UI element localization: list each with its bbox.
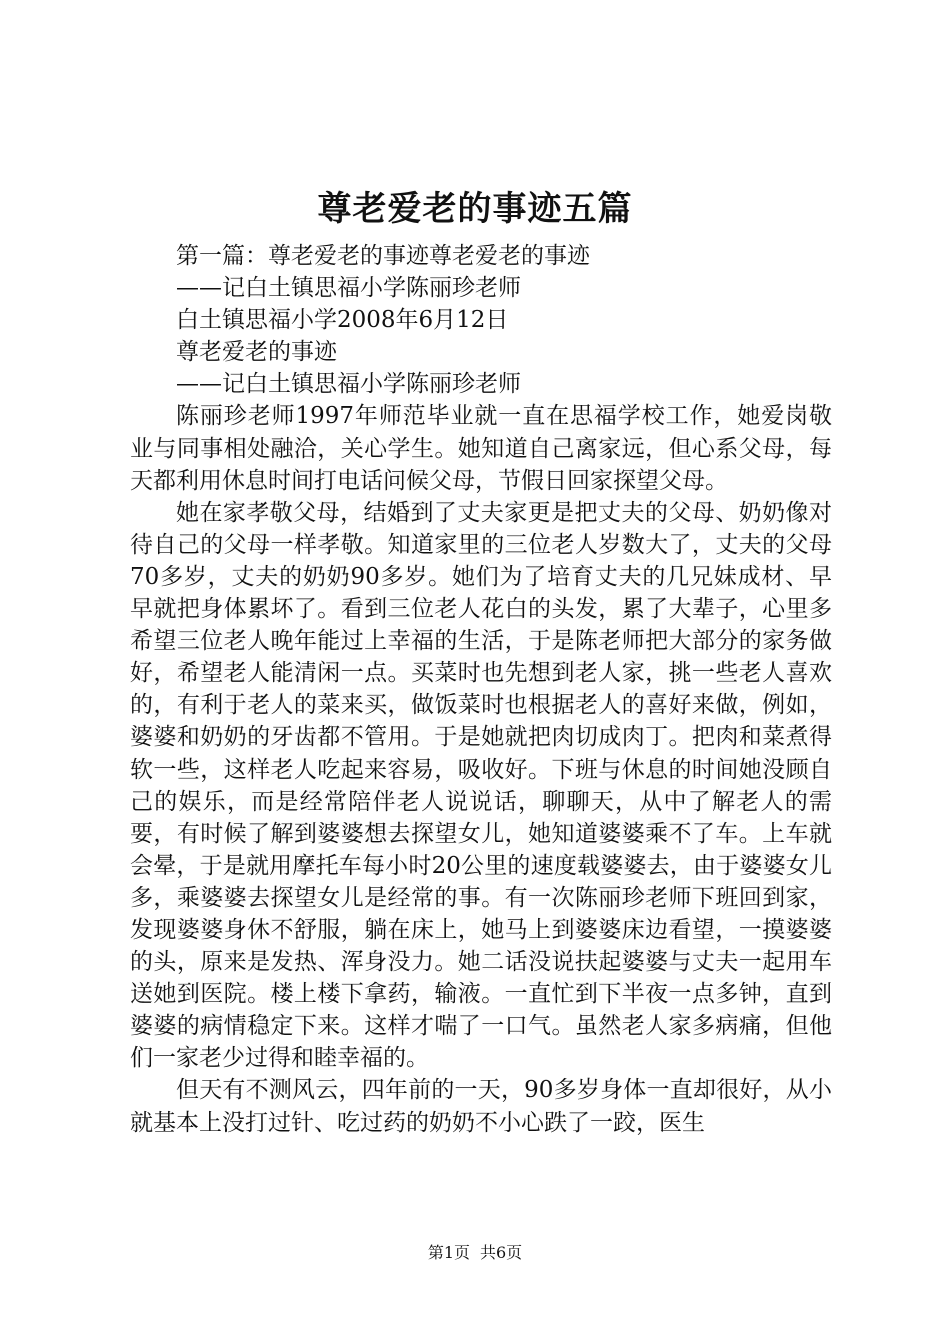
header-line-3: 白土镇思福小学2008年6月12日 (176, 307, 509, 334)
header-line-1: 第一篇：尊老爱老的事迹尊老爱老的事迹 (176, 243, 590, 269)
paragraph-1: 陈丽珍老师1997年师范毕业就一直在思福学校工作，她爱岗敬业与同事相处融洽，关心学生。她知道自己离家远，但心系父母，每天都利用休息时间打电话问候父母，节假日回家探望父母。 (130, 403, 832, 494)
header-line-4: 尊老爱老的事迹 (176, 339, 337, 366)
paragraph-2: 她在家孝敬父母，结婚到了丈夫家更是把丈夫的父母、奶奶像对待自己的父母一样孝敬。知道家里的三位老人岁数大了，丈夫的父母70多岁，丈夫的奶奶90多岁。她们为了培育丈夫的几兄妹成材、早早就把身体累坏了。看到三位老人花白的头发，累了大辈子，心里多希望三位老人晚年能过上幸福的生活，于是陈老师把大部分的家务做好，希望老人能清闲一点。买菜时也先想到老人家，挑一些老人喜欢的，有利于老人的菜来买，做饭菜时也根据老人的喜好来做，例如，婆婆和奶奶的牙齿都不管用。于是她就把肉切成肉丁。把肉和菜煮得软一些，这样老人吃起来容易，吸收好。下班与休息的时间她没顾自己的娱乐，而是经常陪伴老人说说话，聊聊天，从中了解老人的需要，有时候了解到婆婆想去探望女儿，她知道婆婆乘不了车。上车就会晕，于是就用摩托车每小时20公里的速度载婆婆去，由于婆婆女儿多，乘婆婆去探望女儿是经常的事。有一次陈丽珍老师下班回到家，发现婆婆身休不舒服，躺在床上，她马上到婆婆床边看望，一摸婆婆的头，原来是发热、浑身没力。她二话没说扶起婆婆与丈夫一起用车送她到医院。楼上楼下拿药，输液。一直忙到下半夜一点多钟，直到婆婆的病情稳定下来。这样才喘了一口气。虽然老人家多病痛，但他们一家老少过得和睦幸福的。 (130, 499, 832, 1072)
page-number: 第1页 (427, 1243, 470, 1262)
page-footer (0, 1241, 950, 1265)
header-line-2: ——记白土镇思福小学陈丽珍老师 (176, 275, 521, 302)
document-title: 尊老爱老的事迹五篇 (317, 189, 633, 229)
header-line-5: ——记白土镇思福小学陈丽珍老师 (176, 371, 521, 398)
document-body (130, 240, 832, 1139)
paragraph-3: 但天有不测风云，四年前的一天，90多岁身体一直却很好，从小就基本上没打过针、吃过药的奶奶不小心跌了一跤，医生 (130, 1077, 832, 1136)
page-total: 共6页 (480, 1243, 523, 1262)
